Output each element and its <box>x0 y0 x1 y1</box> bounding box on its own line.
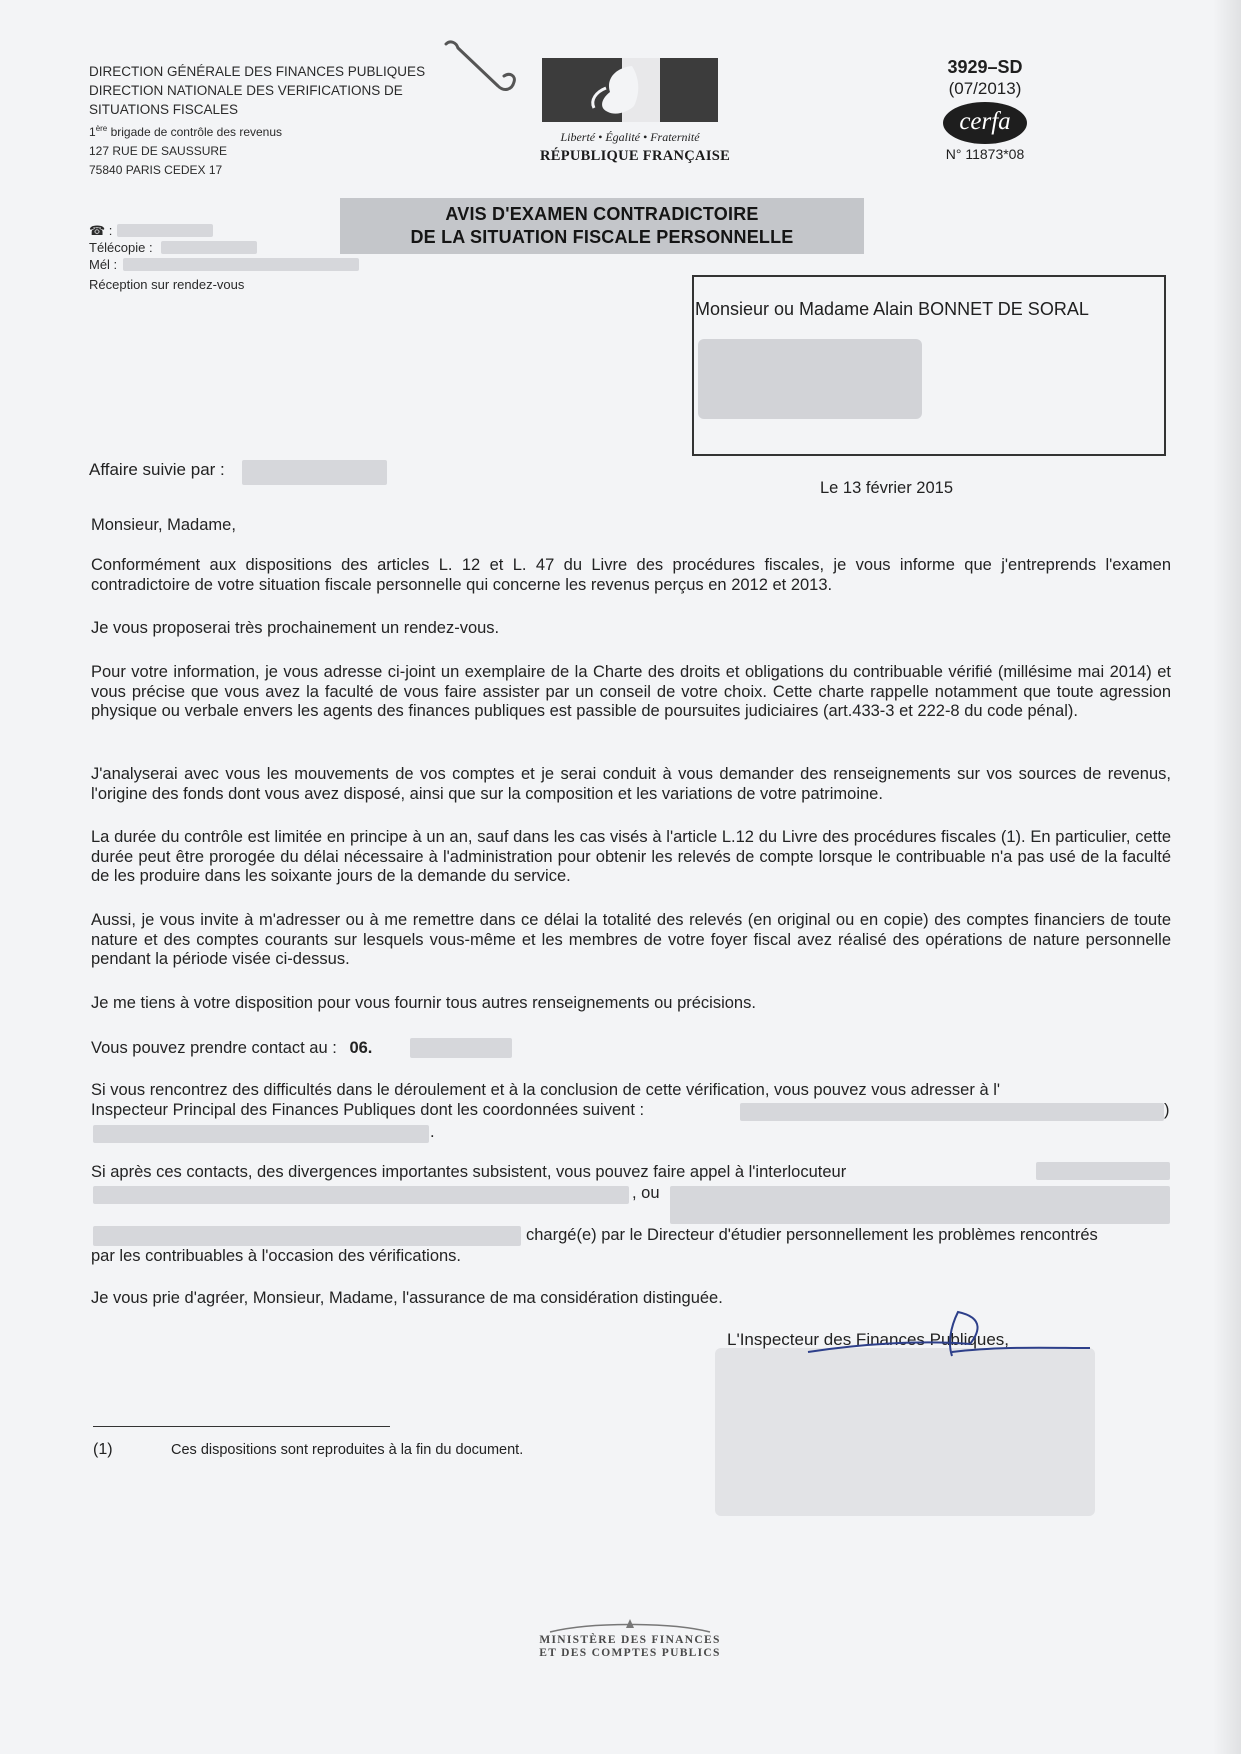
cerfa-logo: cerfa <box>943 102 1027 144</box>
cerfa-number: N° 11873*08 <box>945 146 1025 162</box>
fax-label: Télécopie : <box>89 240 153 255</box>
footnote-separator <box>93 1426 390 1427</box>
paragraph-10-or: , ou <box>632 1184 660 1202</box>
footnote <box>93 1441 524 1459</box>
signature-stroke-icon <box>800 1304 1100 1364</box>
email-label: Mél : <box>89 257 118 272</box>
form-reference <box>920 56 1050 162</box>
paragraph-10-line-2: chargé(e) par le Directeur d'étudier personnellement les problèmes rencontrés <box>526 1226 1098 1244</box>
paragraph-10-line-1: Si après ces contacts, des divergences importantes subsistent, vous pouvez faire appel à l'interlocuteur <box>91 1163 847 1181</box>
form-code: 3929–SD <box>947 57 1023 77</box>
ministry-footer <box>500 1634 760 1660</box>
brigade-ordinal-suffix: ère <box>95 124 108 133</box>
redacted-phone <box>117 224 213 237</box>
telephone-icon: ☎ : <box>89 223 113 238</box>
paragraph-9-paren: ) <box>1164 1101 1170 1119</box>
redacted-case-officer <box>242 460 387 485</box>
paragraph-10-line-3: par les contribuables à l'occasion des vérifications. <box>91 1247 462 1265</box>
department-line-2: DIRECTION NATIONALE DES VERIFICATIONS DE <box>89 83 403 98</box>
footnote-text: Ces dispositions sont reproduites à la fin du document. <box>171 1442 524 1458</box>
republique-logo <box>540 58 731 165</box>
title-line-1: AVIS D'EXAMEN CONTRADICTOIRE <box>445 204 759 224</box>
paperclip-icon <box>440 36 520 100</box>
recipient-address-box <box>692 275 1166 456</box>
redacted-interlocutor-3 <box>670 1186 1170 1224</box>
redacted-contact-phone <box>410 1038 512 1058</box>
paragraph-7: Je me tiens à votre disposition pour vous fournir tous autres renseignements ou précisions. <box>91 994 756 1012</box>
redacted-inspector-contact-2 <box>93 1125 429 1143</box>
republic-motto: Liberté • Égalité • Fraternité <box>560 130 700 144</box>
paragraph-9-dot: . <box>430 1123 435 1141</box>
contact-label: Vous pouvez prendre contact au : <box>91 1039 337 1057</box>
brigade-ordinal: 1 <box>89 125 96 139</box>
marianne-icon <box>542 58 718 122</box>
letter-date: Le 13 février 2015 <box>820 479 954 497</box>
case-officer-row <box>89 460 225 480</box>
contact-block <box>89 222 244 293</box>
paragraph-5: La durée du contrôle est limitée en principe à un an, sauf dans les cas visés à l'article L.12 du Livre des procédures fiscales (1). En particulier, cette durée peut être prorogée du délai nécessaire à l'administration pour obtenir les relevés de compte lorsque le contribuable n'a pas usé de la faculté de les produire dans les soixante jours de la demande du service. <box>91 828 1171 885</box>
footnote-marker: (1) <box>93 1441 113 1458</box>
form-version: (07/2013) <box>948 79 1022 98</box>
phone-row <box>89 222 244 239</box>
paragraph-4: J'analyserai avec vous les mouvements de vos comptes et je serai conduit à vous demander des renseignements sur vos sources de revenus, l'origine des fonds dont vous avez disposé, ainsi que sur la composition et les variations de votre patrimoine. <box>91 765 1171 803</box>
paragraph-8 <box>91 1039 372 1059</box>
document-title <box>340 198 864 254</box>
ministry-emblem-icon <box>540 1616 720 1634</box>
brigade-line <box>89 119 425 142</box>
reception-note: Réception sur rendez-vous <box>89 277 245 292</box>
brigade-text: brigade de contrôle des revenus <box>107 125 283 139</box>
department-line-3: SITUATIONS FISCALES <box>89 102 239 117</box>
redacted-fax <box>161 241 257 254</box>
ministry-line-1: MINISTÈRE DES FINANCES <box>539 1634 721 1646</box>
salutation: Monsieur, Madame, <box>91 516 236 534</box>
email-row <box>89 256 244 273</box>
redacted-email <box>123 258 359 271</box>
paragraph-1: Conformément aux dispositions des articles L. 12 et L. 47 du Livre des procédures fiscales, je vous informe que j'entreprends l'examen contradictoire de votre situation fiscale personnelle qui concerne les revenus perçus en 2012 et 2013. <box>91 556 1171 594</box>
sender-block <box>89 62 425 180</box>
redacted-inspector-contact <box>740 1103 1164 1121</box>
address-line-2: 75840 PARIS CEDEX 17 <box>89 163 223 177</box>
paragraph-2: Je vous proposerai très prochainement un rendez-vous. <box>91 619 500 637</box>
paragraph-9-line-1: Si vous rencontrez des difficultés dans le déroulement et à la conclusion de cette vérification, vous pouvez vous adresser à l' <box>91 1081 1001 1099</box>
department-line-1: DIRECTION GÉNÉRALE DES FINANCES PUBLIQUES <box>89 64 426 79</box>
case-officer-label: Affaire suivie par : <box>89 460 225 479</box>
fax-row <box>89 239 244 256</box>
signer-title: L'Inspecteur des Finances Publiques, <box>727 1330 1010 1349</box>
paragraph-6: Aussi, je vous invite à m'adresser ou à me remettre dans ce délai la totalité des relevés (en original ou en copie) des comptes financiers de toute nature et des comptes courants sur lesquels vous-même et les membres de votre foyer fiscal avez réalisé des opérations de nature personnelle pendant la période visée ci-dessus. <box>91 911 1171 968</box>
redacted-interlocutor-1 <box>1036 1162 1170 1180</box>
ministry-line-2: ET DES COMPTES PUBLICS <box>539 1647 721 1659</box>
redacted-signature <box>715 1348 1095 1516</box>
paragraph-9-line-2: Inspecteur Principal des Finances Publiques dont les coordonnées suivent : <box>91 1101 645 1119</box>
redacted-interlocutor-4 <box>93 1226 521 1246</box>
closing-formula: Je vous prie d'agréer, Monsieur, Madame, l'assurance de ma considération distinguée. <box>91 1289 723 1307</box>
address-line-1: 127 RUE DE SAUSSURE <box>89 144 228 158</box>
title-line-2: DE LA SITUATION FISCALE PERSONNELLE <box>410 227 794 247</box>
paragraph-3: Pour votre information, je vous adresse ci-joint un exemplaire de la Charte des droits et obligations du contribuable vérifié (millésime mai 2014) et vous précise que vous avez la faculté de vous faire assister par un conseil de votre choix. Cette charte rappelle notamment que toute agression physique ou verbale envers les agents des finances publiques est passible de poursuites judiciaires (art.433-3 et 222-8 du code pénal). <box>91 663 1171 720</box>
redacted-address <box>698 339 922 419</box>
contact-phone: 06. <box>349 1039 373 1057</box>
redacted-interlocutor-2 <box>93 1186 629 1204</box>
republic-name: RÉPUBLIQUE FRANÇAISE <box>540 148 731 164</box>
recipient-name: Monsieur ou Madame Alain BONNET DE SORAL <box>695 299 1089 319</box>
